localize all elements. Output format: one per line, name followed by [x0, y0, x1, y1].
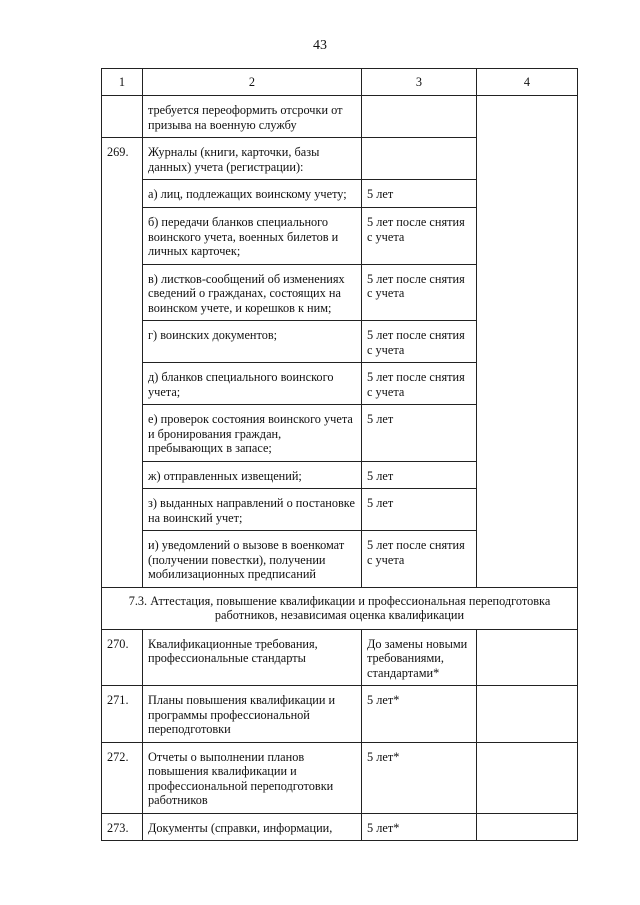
table-header-row	[102, 69, 578, 96]
item-number: 273.	[102, 813, 143, 841]
item-number: 270.	[102, 629, 143, 686]
table-row	[102, 686, 578, 743]
table-row	[102, 138, 578, 180]
item-number: 271.	[102, 686, 143, 743]
table-row	[102, 208, 578, 265]
item-number: 269.	[102, 138, 143, 180]
retention-term: До замены новыми требованиями, стандартами*	[362, 629, 477, 686]
table-row	[102, 531, 578, 588]
retention-term: 5 лет после снятия с учета	[362, 363, 477, 405]
table-row	[102, 629, 578, 686]
subitem-description: в) листков-сообщений об изменениях сведений о гражданах, состоящих на воинском учете, и корешков к ним;	[143, 264, 362, 321]
subitem-description: ж) отправленных извещений;	[143, 461, 362, 489]
column-header-3: 3	[362, 69, 477, 96]
table-row	[102, 96, 578, 138]
item-description: Журналы (книги, карточки, базы данных) учета (регистрации):	[143, 138, 362, 180]
table-row	[102, 489, 578, 531]
retention-term: 5 лет после снятия с учета	[362, 531, 477, 588]
retention-table	[101, 68, 578, 841]
column-header-1: 1	[102, 69, 143, 96]
subitem-description: б) передачи бланков специального воинского учета, военных билетов и личных карточек;	[143, 208, 362, 265]
subitem-description: е) проверок состояния воинского учета и бронирования граждан, пребывающих в запасе;	[143, 405, 362, 462]
item-number: 272.	[102, 742, 143, 813]
item-description: Квалификационные требования, профессиональные стандарты	[143, 629, 362, 686]
column-header-4: 4	[477, 69, 578, 96]
retention-term: 5 лет после снятия с учета	[362, 321, 477, 363]
retention-term: 5 лет	[362, 405, 477, 462]
section-heading-row	[102, 587, 578, 629]
section-title: 7.3. Аттестация, повышение квалификации и профессиональная переподготовка работников, независимая оценка квалификации	[102, 587, 578, 629]
table-row	[102, 321, 578, 363]
retention-term: 5 лет	[362, 180, 477, 208]
table-row	[102, 180, 578, 208]
subitem-description: а) лиц, подлежащих воинскому учету;	[143, 180, 362, 208]
table-row	[102, 405, 578, 462]
column-header-2: 2	[143, 69, 362, 96]
item-description: Документы (справки, информации,	[143, 813, 362, 841]
item-description: требуется переоформить отсрочки от призыва на военную службу	[143, 96, 362, 138]
subitem-description: и) уведомлений о вызове в военкомат (получении повестки), получении мобилизационных предписаний	[143, 531, 362, 588]
subitem-description: г) воинских документов;	[143, 321, 362, 363]
item-description: Планы повышения квалификации и программы профессиональной переподготовки	[143, 686, 362, 743]
item-description: Отчеты о выполнении планов повышения квалификации и профессиональной переподготовки работников	[143, 742, 362, 813]
retention-term: 5 лет*	[362, 742, 477, 813]
retention-term: 5 лет*	[362, 686, 477, 743]
retention-term: 5 лет после снятия с учета	[362, 264, 477, 321]
table-row	[102, 264, 578, 321]
retention-term: 5 лет	[362, 489, 477, 531]
table-row	[102, 813, 578, 841]
retention-term: 5 лет	[362, 461, 477, 489]
subitem-description: д) бланков специального воинского учета;	[143, 363, 362, 405]
subitem-description: з) выданных направлений о постановке на воинский учет;	[143, 489, 362, 531]
table-row	[102, 461, 578, 489]
retention-term: 5 лет после снятия с учета	[362, 208, 477, 265]
retention-term: 5 лет*	[362, 813, 477, 841]
table-row	[102, 742, 578, 813]
table-row	[102, 363, 578, 405]
page-number: 43	[313, 38, 327, 53]
